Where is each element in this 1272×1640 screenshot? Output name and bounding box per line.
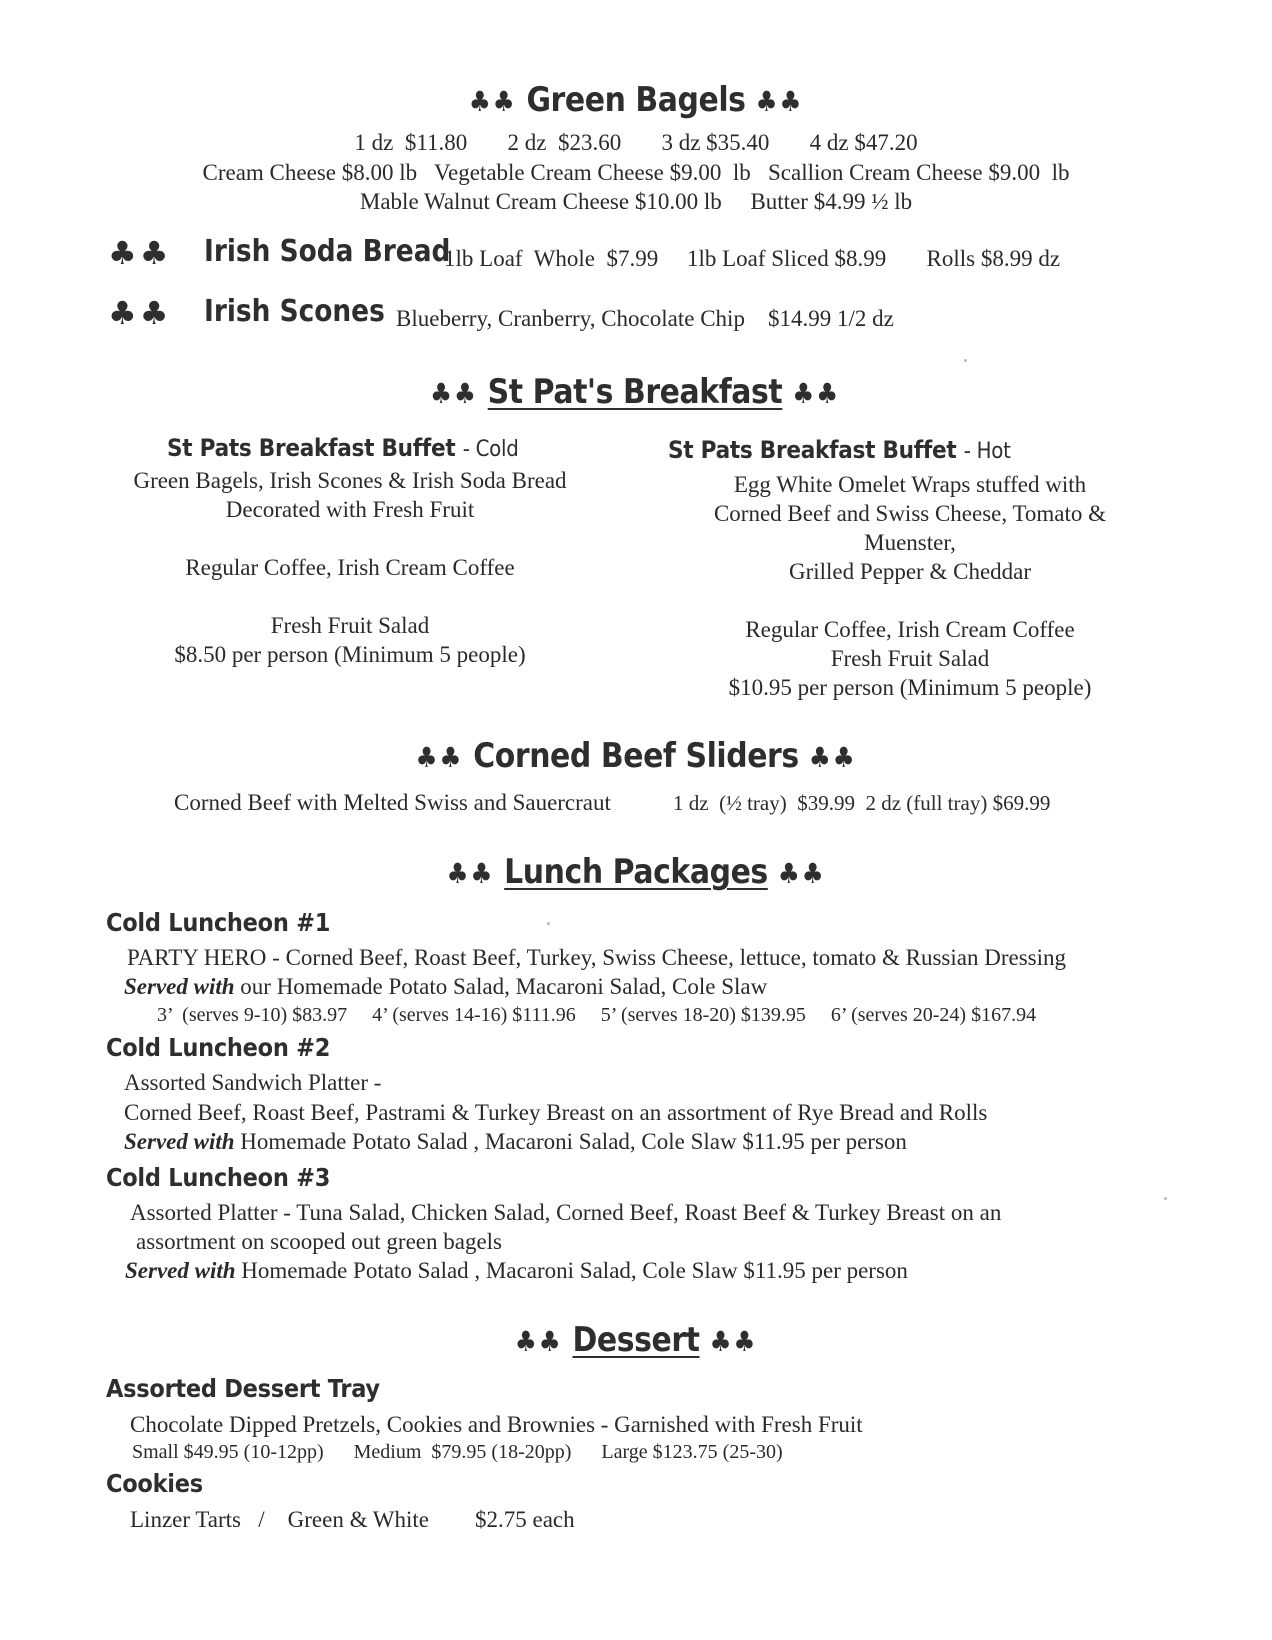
luncheon-1-line-1: PARTY HERO - Corned Beef, Roast Beef, Turkey, Swiss Cheese, lettuce, tomato & Russian Dressing: [127, 945, 1066, 970]
shamrock-icon: ♣♣: [514, 1325, 563, 1358]
shamrock-icon: ♣♣: [755, 85, 804, 118]
green-bagels-title: ♣♣ Green Bagels ♣♣: [468, 80, 804, 120]
scan-speck: [1164, 1197, 1167, 1200]
hot-line-2: Corned Beef and Swiss Cheese, Tomato &: [713, 501, 1107, 526]
shamrock-icon: ♣♣: [446, 857, 495, 890]
hot-buffet-heading: St Pats Breakfast Buffet - Hot: [668, 436, 1011, 464]
breakfast-title: ♣♣ St Pat's Breakfast ♣♣: [430, 372, 840, 412]
shamrock-icon: ♣♣: [415, 741, 464, 774]
walnut-butter-prices: Mable Walnut Cream Cheese $10.00 lb Butter $4.99 ½ lb: [359, 189, 913, 214]
hot-line-3: Muenster,: [864, 530, 956, 555]
luncheon-3-line-1: Assorted Platter - Tuna Salad, Chicken Salad, Corned Beef, Roast Beef & Turkey Breast on an: [130, 1200, 1002, 1225]
luncheon-2-line-2: Corned Beef, Roast Beef, Pastrami & Turkey Breast on an assortment of Rye Bread and Rolls: [124, 1100, 988, 1125]
hot-buffet-block: [640, 470, 1180, 702]
shamrock-icon: ♣♣: [468, 85, 517, 118]
luncheon-1-line-2: Served with our Homemade Potato Salad, Macaroni Salad, Cole Slaw: [124, 974, 768, 999]
cold-buffet-block: [80, 466, 620, 669]
soda-bread-row: [108, 234, 171, 272]
luncheon-3-line-3: Served with Homemade Potato Salad , Macaroni Salad, Cole Slaw $11.95 per person: [125, 1258, 908, 1283]
cold-line-4: Fresh Fruit Salad: [270, 613, 430, 638]
cream-cheese-prices: Cream Cheese $8.00 lb Vegetable Cream Cheese $9.00 lb Scallion Cream Cheese $9.00 lb: [202, 160, 1070, 185]
dessert-tray-heading: Assorted Dessert Tray: [106, 1374, 380, 1403]
soda-bread-title: Irish Soda Bread: [204, 234, 451, 269]
cold-line-1: Green Bagels, Irish Scones & Irish Soda Bread: [133, 468, 567, 493]
hot-line-6: Fresh Fruit Salad: [830, 646, 990, 671]
scones-title: Irish Scones: [204, 294, 385, 329]
bagel-prices: 1 dz $11.80 2 dz $23.60 3 dz $35.40 4 dz $47.20: [354, 130, 918, 155]
luncheon-1-heading: Cold Luncheon #1: [106, 908, 331, 937]
luncheon-3-heading: Cold Luncheon #3: [106, 1163, 331, 1192]
shamrock-icon: ♣♣: [792, 377, 840, 410]
luncheon-2-heading: Cold Luncheon #2: [106, 1033, 331, 1062]
scan-speck: [547, 922, 550, 925]
hot-line-1: Egg White Omelet Wraps stuffed with: [733, 472, 1087, 497]
cold-line-2: Decorated with Fresh Fruit: [225, 497, 475, 522]
luncheon-1-sizes: 3’ (serves 9-10) $83.97 4’ (serves 14-16) $111.96 5’ (serves 18-20) $139.95 6’ (serves 20-24) $167.94: [157, 1004, 1037, 1026]
sliders-desc: Corned Beef with Melted Swiss and Sauercraut: [174, 790, 611, 815]
shamrock-icon: ♣♣: [709, 1325, 758, 1358]
scones-row: [108, 294, 171, 332]
scones-prices: Blueberry, Cranberry, Chocolate Chip $14.99 1/2 dz: [396, 306, 894, 331]
scan-speck: [964, 359, 967, 362]
dessert-tray-desc: Chocolate Dipped Pretzels, Cookies and Brownies - Garnished with Fresh Fruit: [130, 1412, 863, 1437]
sliders-prices: 1 dz (½ tray) $39.99 2 dz (full tray) $69.99: [673, 791, 1051, 815]
hot-line-4: Grilled Pepper & Cheddar: [788, 559, 1032, 584]
cookies-heading: Cookies: [106, 1469, 203, 1498]
luncheon-2-line-1: Assorted Sandwich Platter -: [124, 1070, 382, 1095]
hot-line-5: Regular Coffee, Irish Cream Coffee: [745, 617, 1075, 642]
shamrock-icon: ♣♣: [430, 377, 478, 410]
sliders-title: ♣♣ Corned Beef Sliders ♣♣: [415, 736, 857, 776]
dessert-title: ♣♣ Dessert ♣♣: [514, 1320, 758, 1360]
shamrock-icon: ♣♣: [108, 234, 172, 272]
lunch-title: ♣♣ Lunch Packages ♣♣: [446, 852, 826, 892]
cold-buffet-heading: St Pats Breakfast Buffet - Cold: [167, 434, 519, 462]
luncheon-2-line-3: Served with Homemade Potato Salad , Macaroni Salad, Cole Slaw $11.95 per person: [124, 1129, 907, 1154]
soda-bread-prices: 1lb Loaf Whole $7.99 1lb Loaf Sliced $8.99 Rolls $8.99 dz: [444, 246, 1061, 271]
dessert-tray-sizes: Small $49.95 (10-12pp) Medium $79.95 (18-20pp) Large $123.75 (25-30): [132, 1441, 783, 1463]
shamrock-icon: ♣♣: [808, 741, 857, 774]
shamrock-icon: ♣♣: [777, 857, 826, 890]
cold-price: $8.50 per person (Minimum 5 people): [174, 642, 526, 667]
cookies-desc: Linzer Tarts / Green & White $2.75 each: [130, 1507, 575, 1532]
hot-price: $10.95 per person (Minimum 5 people): [728, 675, 1092, 700]
cold-line-3: Regular Coffee, Irish Cream Coffee: [185, 555, 515, 580]
shamrock-icon: ♣♣: [108, 294, 172, 332]
luncheon-3-line-2: assortment on scooped out green bagels: [136, 1229, 502, 1254]
